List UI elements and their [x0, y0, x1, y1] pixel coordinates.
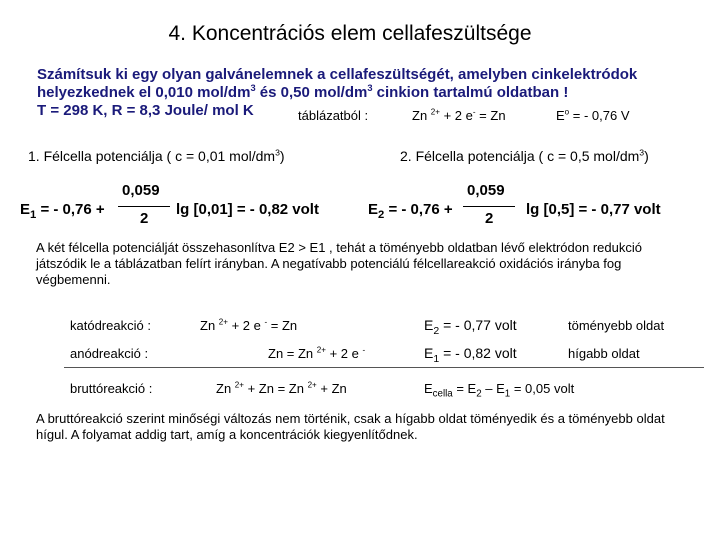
problem-line-2: helyezkednek el 0,010 mol/$dm^3$ és 0,50 mol/$dm^3$ cinkion tartalmú oldatban !	[37, 83, 569, 101]
overall-label: bruttóreakció :	[70, 381, 153, 396]
problem-line-3: T = 298 K, R = 8,3 Joule/ mol K	[37, 102, 254, 119]
standard-potential: $E^o$ = - 0,76 V	[556, 107, 630, 123]
anode-label: anódreakció :	[70, 346, 149, 361]
half-cell-1-lhs: $E_1$ = - 0,76 +	[20, 201, 105, 221]
half-cell-2-lhs: $E_2$ = - 0,76 +	[368, 201, 453, 221]
half-cell-1-heading: 1. Félcella potenciálja ( c = 0,01 mol/$dm^3$)	[28, 147, 285, 164]
cathode-potential: $E_2$ = - 0,77 volt	[424, 317, 517, 337]
conclusion-paragraph: A bruttóreakció szerint minőségi változás nem történik, csak a hígabb oldat töményedik és a töményebb oldat hígul. A folyamat addig tart, amíg a koncentrációk kiegyenlítődnek.	[36, 411, 665, 442]
half-cell-2-rhs: lg [0,5] = - 0,77 volt	[526, 201, 661, 218]
table-ref-label: táblázatból :	[298, 108, 369, 123]
page-title: 4. Koncentrációs elem cellafeszültsége	[168, 22, 532, 45]
cathode-label: katódreakció :	[70, 318, 151, 333]
half-cell-1-numerator: 0,059	[122, 182, 160, 199]
half-cell-1-denominator: 2	[140, 210, 149, 227]
explanation-paragraph: A két félcella potenciálját összehasonlítva E2 > E1 , tehát a töményebb oldatban lévő elektródon redukció játszódik le a táblázatban felírt irányban. A negatívabb potenciálú félcellareakció oxidációs irányba fog végbemenni.	[36, 240, 642, 287]
half-cell-2-numerator: 0,059	[467, 182, 505, 199]
cell-voltage: $E_{cella} = E_2 - E_1 = 0,05$ volt	[424, 381, 575, 400]
overall-equation: Zn $^{2+}$ + Zn = Zn $^{2+}$ + Zn	[216, 380, 347, 396]
half-cell-2-denominator: 2	[485, 210, 494, 227]
table-ref-reaction: Zn $^{2+}$ + 2 e- = Zn	[412, 107, 506, 123]
half-cell-1-rhs: lg [0,01] = - 0,82 volt	[176, 201, 319, 218]
anode-equation: Zn = Zn $^{2+}$ + 2 e -	[268, 345, 366, 361]
reaction-divider	[64, 367, 704, 368]
half-cell-1-fraction-bar	[118, 206, 170, 207]
cathode-note: töményebb oldat	[568, 318, 665, 333]
half-cell-2-fraction-bar	[463, 206, 515, 207]
problem-line-1: Számítsuk ki egy olyan galvánelemnek a cellafeszültségét, amelyben cinkelektródok	[37, 66, 638, 83]
cathode-equation: Zn $^{2+}$ + 2 e - = Zn	[200, 317, 298, 333]
anode-note: hígabb oldat	[568, 346, 640, 361]
half-cell-2-heading: 2. Félcella potenciálja ( c = 0,5 mol/$dm^3$)	[400, 147, 649, 164]
anode-potential: $E_1$ = - 0,82 volt	[424, 345, 517, 365]
